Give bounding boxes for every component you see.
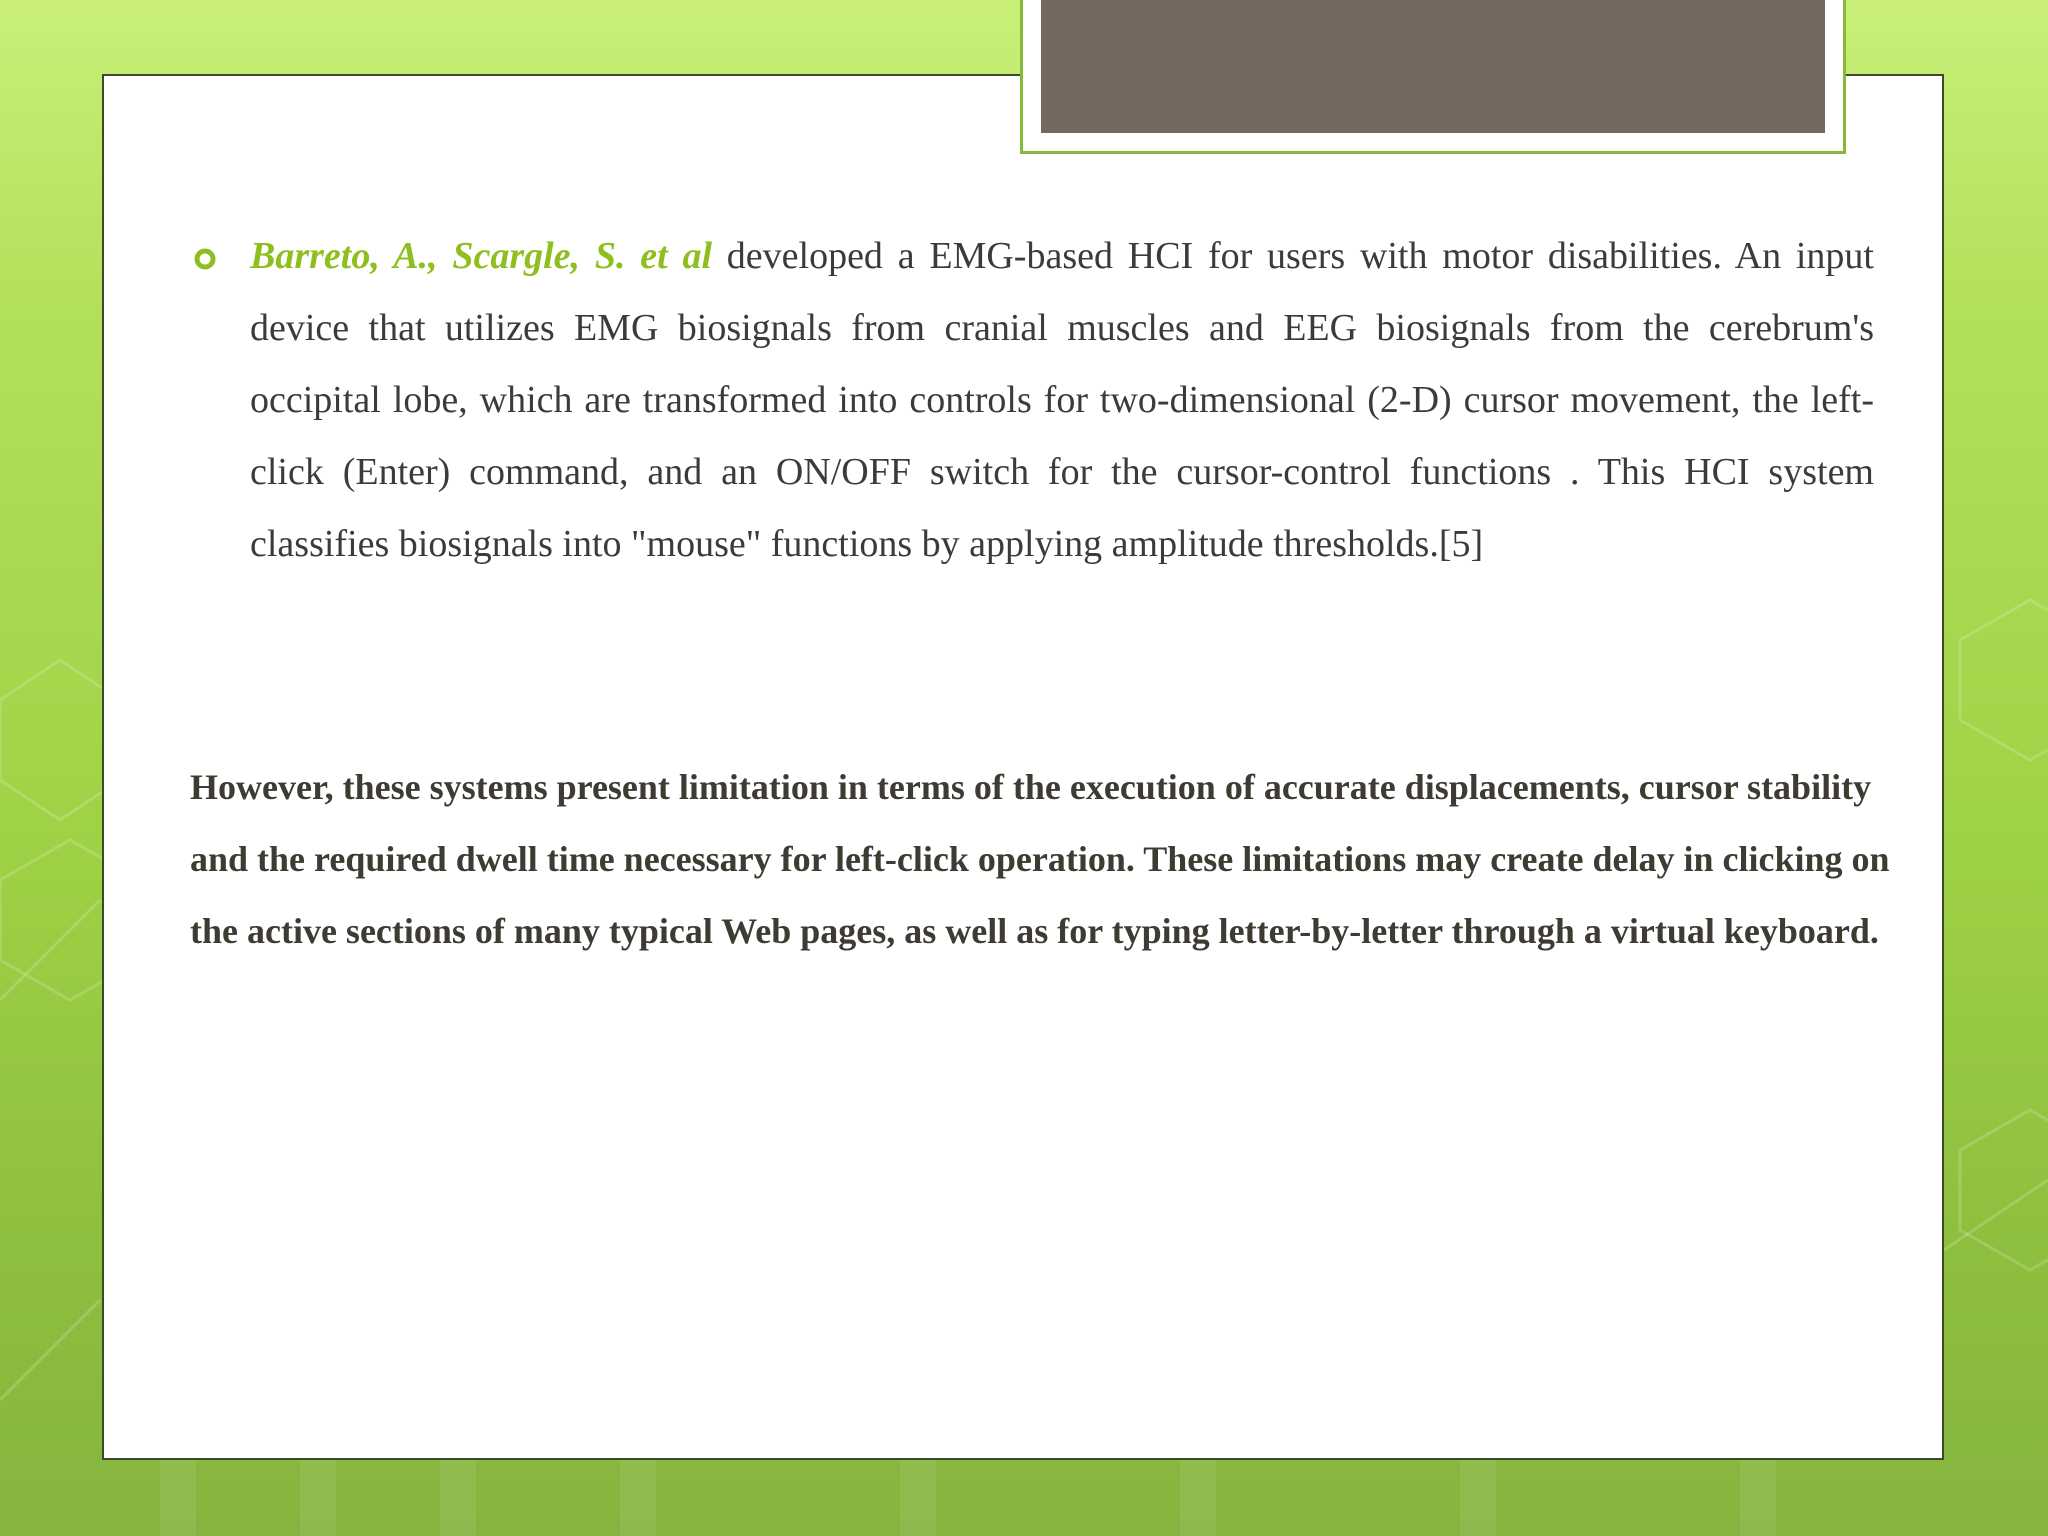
paragraph-text: However, these systems present limitation in terms of the execution of accurate displacements, cursor stability and the required dwell time necessary for left-click operation. These limitations may create delay in clicking on the active sections of many typical Web pages, as well as for typing letter-by-letter through a virtual keyboard. [190,767,1890,951]
author-citation: Barreto, A., Scargle, S. et al [250,235,712,277]
paragraph-block [190,751,1890,967]
title-placeholder-fill [1041,0,1825,133]
title-placeholder-box [1020,0,1846,154]
bullet-text [250,220,1874,580]
bullet-body-text: developed a EMG-based HCI for users with motor disabilities. An input device that utilizes EMG biosignals from cranial muscles and EEG biosignals from the cerebrum's occipital lobe, which are transformed into controls for two-dimensional (2-D) cursor movement, the left-click (Enter) command, and an ON/OFF switch for the cursor-control functions . This HCI system classifies biosignals into "mouse" functions by applying amplitude thresholds.[5] [250,235,1874,565]
circle-bullet-icon [194,248,216,270]
bullet-item [250,220,1874,580]
